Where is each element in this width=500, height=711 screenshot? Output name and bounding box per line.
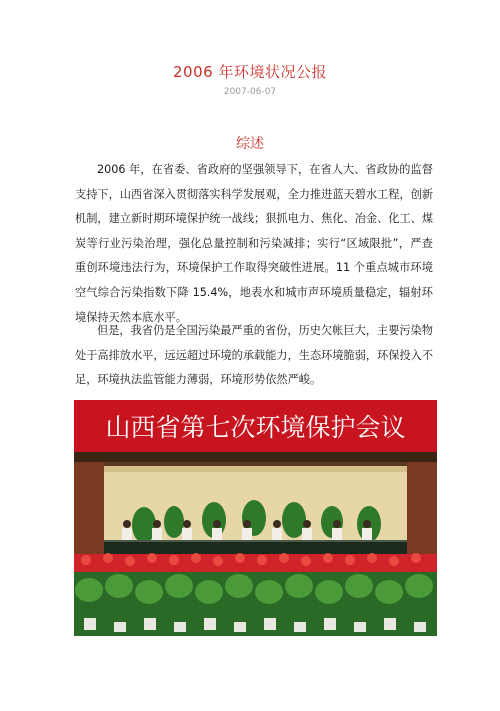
- paragraph-1-block: [75, 158, 433, 330]
- section-heading: 综述: [236, 136, 264, 152]
- seated-officials: [122, 520, 372, 540]
- conference-photo: [74, 400, 437, 636]
- paragraph: 2006 年，在省委、省政府的坚强领导下，在省人大、省政协的监督支持下，山西省深入贯彻落实科学发展观，全力推进蓝天碧水工程，创新机制，建立新时期环境保护统一战线；狠抓电力、焦化、冶金、化工、煤炭等行业污染治理，强化总量控制和污染减排；实行“区域限批”，严查重创环境违法行为，环境保护工作取得突破性进展。11 个重点城市环境空气综合污染指数下降 15.4%，地表水和城市声环境质量稳定，辐射环境保持天然本底水平。: [75, 163, 434, 324]
- conference-photo-illustration: [74, 400, 437, 636]
- publish-date: 2007-06-07: [223, 87, 277, 97]
- paragraph: 但是，我省仍是全国污染最严重的省份，历史欠帐巨大，主要污染物处于高排放水平，远远超过环境的承载能力，生态环境脆弱，环保投入不足，环境执法监管能力薄弱，环境形势依然严峻。: [75, 324, 434, 387]
- page-title: 2006 年环境状况公报: [173, 63, 327, 81]
- banner-text: 山西省第七次环境保护会议: [105, 413, 406, 442]
- head-table: [104, 540, 407, 554]
- paragraph-2-block: [75, 319, 433, 393]
